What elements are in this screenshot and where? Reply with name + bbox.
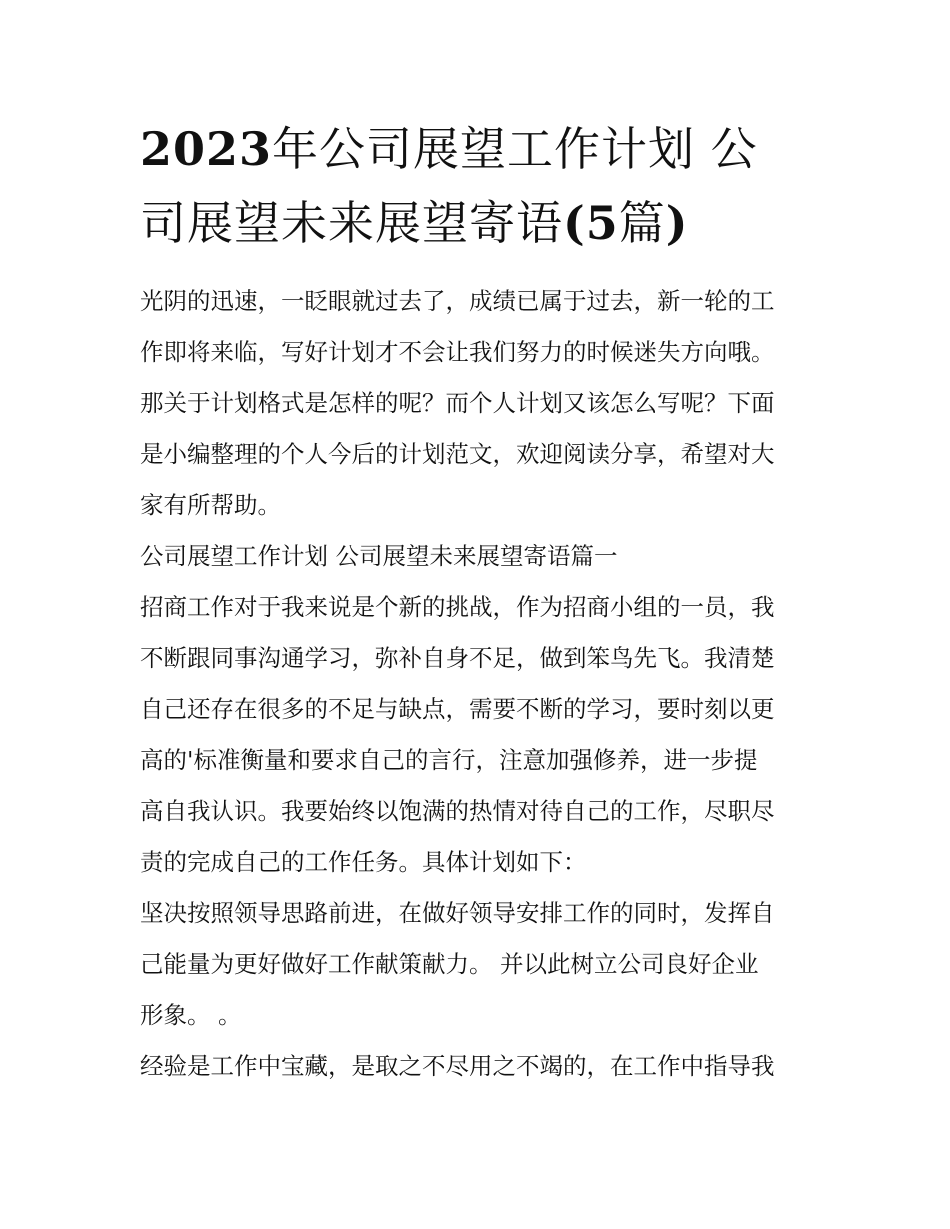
- body-line: 作即将来临，写好计划才不会让我们努力的时候迷失方向哦。: [140, 338, 775, 366]
- body-line: 己能量为更好做好工作献策献力。 并以此树立公司良好企业: [140, 950, 759, 978]
- body-line: 招商工作对于我来说是个新的挑战，作为招商小组的一员，我: [140, 593, 775, 621]
- body-line: 经验是工作中宝藏，是取之不尽用之不竭的，在工作中指导我: [140, 1052, 775, 1080]
- body-line: 那关于计划格式是怎样的呢？而个人计划又该怎么写呢？下面: [140, 389, 775, 417]
- title-count-unit: 篇: [618, 196, 666, 250]
- body-line: 坚决按照领导思路前进，在做好领导安排工作的同时，发挥自: [140, 899, 775, 927]
- body-line: 家有所帮助。: [140, 491, 281, 519]
- title-year: 2023: [140, 122, 273, 176]
- body-line: 高的'标准衡量和要求自己的言行，注意加强修养，进一步提: [140, 746, 758, 774]
- document-body: [140, 276, 820, 1092]
- body-line: 高自我认识。我要始终以饱满的热情对待自己的工作，尽职尽: [140, 797, 775, 825]
- body-line: 光阴的迅速，一眨眼就过去了，成绩已属于过去，新一轮的工: [140, 287, 775, 315]
- body-line: 责的完成自己的工作任务。具体计划如下：: [140, 848, 587, 876]
- title-line-1: [140, 112, 820, 186]
- title-count-open: (5: [563, 196, 619, 250]
- title-line-2: [140, 186, 820, 260]
- section-heading: 公司展望工作计划 公司展望未来展望寄语篇一: [140, 542, 618, 570]
- title-line-2-text: 司展望未来展望寄语: [140, 196, 563, 250]
- document-title: [140, 112, 820, 260]
- body-line: 自己还存在很多的不足与缺点，需要不断的学习，要时刻以更: [140, 695, 775, 723]
- title-count-close: ): [665, 196, 689, 250]
- body-line: 是小编整理的个人今后的计划范文，欢迎阅读分享，希望对大: [140, 440, 775, 468]
- body-line: 形象。 。: [140, 1001, 242, 1029]
- body-line: 不断跟同事沟通学习，弥补自身不足，做到笨鸟先飞。我清楚: [140, 644, 775, 672]
- title-line-1-text: 年公司展望工作计划 公: [272, 122, 758, 176]
